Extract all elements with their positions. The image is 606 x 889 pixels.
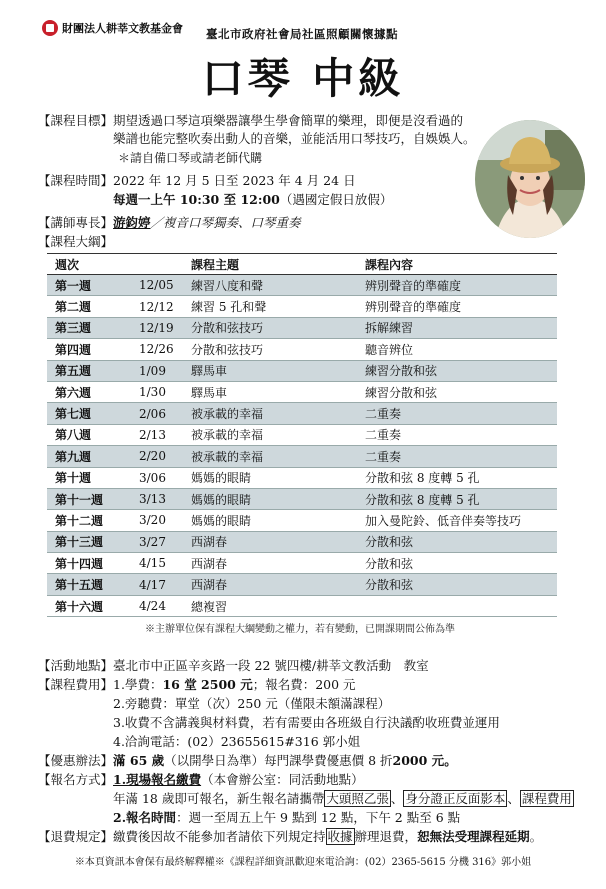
topic-cell: 被承載的幸福 [191,446,365,467]
refund-text: 繳費後因故不能參加者請依下列規定持 [113,829,326,844]
goal-text-2: 樂譜也能完整吹奏出動人的音樂，並能活用口琴技巧，自娛娛人。 [113,131,476,146]
content-cell: 拆解練習 [365,317,557,338]
date-cell: 3/06 [139,467,191,488]
table-row [47,446,557,467]
content-cell: 分散和弦 8 度轉 5 孔 [365,488,557,509]
topic-cell: 西湖春 [191,531,365,552]
topic-cell: 西湖春 [191,574,365,595]
discount-text: （以開學日為準）每門課學費優惠價 8 折 [164,753,393,768]
table-row [47,595,557,616]
schedule-note: ※主辦單位保有課程大綱變動之權力，若有變動，已開課期間公佈為準 [145,624,455,635]
topic-cell: 驛馬車 [191,360,365,381]
refund-end: 。 [529,829,543,844]
outline-label: 【課程大綱】 [38,234,114,249]
table-row [47,275,557,296]
fee-tuition: 16 堂 2500 元 [162,677,253,692]
date-cell: 12/05 [139,275,191,296]
signup-time-label: 2.報名時間 [113,810,177,825]
table-row [47,467,557,488]
refund-line [38,828,542,846]
date-cell: 2/06 [139,403,191,424]
date-cell: 3/13 [139,488,191,509]
content-cell: 二重奏 [365,403,557,424]
signup-time: ：週一至周五上午 9 點到 12 點，下午 2 點至 6 點 [176,810,461,825]
table-row [47,317,557,338]
topic-cell: 媽媽的眼睛 [191,467,365,488]
page-title: 口琴 中級 [201,54,405,103]
week-cell: 第七週 [47,403,139,424]
signup-req: 年滿 18 歲即可報名，新生報名請攜帶 [113,791,325,806]
table-row [47,296,557,317]
date-cell: 2/20 [139,446,191,467]
teacher-label: 【講師專長】 [38,215,114,230]
content-cell: 練習分散和弦 [365,381,557,402]
discount-price: 2000 元 [392,753,445,768]
week-cell: 第十週 [47,467,139,488]
table-row [47,381,557,402]
content-cell: 辨別聲音的準確度 [365,275,557,296]
org-name: 財團法人耕莘文教基金會 [62,22,183,35]
time-label: 【課程時間】 [38,173,114,188]
fee-line-3: 3.收費不含講義與材料費，若有需要由各班級自行決議酌收班費並運用 [113,715,500,730]
header-week: 週次 [47,254,139,275]
week-cell: 第八週 [47,424,139,445]
date-cell: 4/24 [139,595,191,616]
date-cell: 12/12 [139,296,191,317]
refund-text-2: 辦理退費， [354,829,418,844]
venue-line [38,657,429,675]
week-cell: 第四週 [47,339,139,360]
content-cell: 分散和弦 [365,553,557,574]
fee-line-2: 2.旁聽費：單堂（次）250 元（僅限未額滿課程） [113,696,391,711]
discount-label: 【優惠辦法】 [38,753,114,768]
date-cell: 3/27 [139,531,191,552]
time-holiday: （遇國定假日放假） [279,192,393,207]
topic-cell: 總複習 [191,595,365,616]
fee-label: 【課程費用】 [38,677,114,692]
refund-receipt: 收據 [327,829,353,844]
refund-no-defer: 恕無法受理課程延期 [417,829,530,844]
content-cell: 二重奏 [365,424,557,445]
week-cell: 第五週 [47,360,139,381]
topic-cell: 媽媽的眼睛 [191,488,365,509]
footer-note: ※本頁資訊本會保有最終解釋權※《課程詳細資訊歡迎來電洽詢：(02）2365-5615 分機 316》郭小姐 [74,857,532,868]
teacher-skill: ／複音口琴獨奏、口琴重奏 [150,215,301,230]
date-cell: 4/15 [139,553,191,574]
org-logo [42,20,183,36]
content-cell: 分散和弦 [365,574,557,595]
refund-label: 【退費規定】 [38,829,114,844]
discount-end: 。 [444,753,457,768]
content-cell: 聽音辨位 [365,339,557,360]
signup-sep-2: 、 [507,791,520,806]
table-header-row [47,254,557,275]
week-cell: 第十五週 [47,574,139,595]
table-row [47,360,557,381]
signup-fee: 課程費用 [521,791,572,806]
goal-text-1: 期望透過口琴這項樂器讓學生學會簡單的樂理，即便是沒看過的 [113,113,464,128]
date-cell: 4/17 [139,574,191,595]
week-cell: 第三週 [47,317,139,338]
date-cell: 12/26 [139,339,191,360]
signup-office: （本會辦公室：同活動地點） [201,772,364,787]
table-row [47,339,557,360]
header-date [139,254,191,275]
topic-cell: 被承載的幸福 [191,403,365,424]
table-row [47,553,557,574]
time-line-2 [113,191,392,209]
week-cell: 第十六週 [47,595,139,616]
week-cell: 第十四週 [47,553,139,574]
topic-cell: 分散和弦技巧 [191,317,365,338]
time-range: 2022 年 12 月 5 日至 2023 年 4 月 24 日 [113,173,356,188]
schedule-table [47,253,557,617]
topic-cell: 媽媽的眼睛 [191,510,365,531]
topic-cell: 被承載的幸福 [191,424,365,445]
goal-label: 【課程目標】 [38,113,114,128]
date-cell: 3/20 [139,510,191,531]
discount-line [38,752,457,770]
content-cell: 分散和弦 8 度轉 5 孔 [365,467,557,488]
content-cell: 辨別聲音的準確度 [365,296,557,317]
signup-sep-1: 、 [390,791,404,806]
date-cell: 2/13 [139,424,191,445]
sponsor-text: 臺北市政府社會局社區照顧關懷據點 [206,27,398,41]
header-content: 課程內容 [365,254,557,275]
discount-age: 滿 65 歲 [113,753,165,768]
topic-cell: 練習 5 孔和聲 [191,296,365,317]
topic-cell: 驛馬車 [191,381,365,402]
fee-1a: 1.學費： [113,677,163,692]
content-cell [365,595,557,616]
signup-line-1 [38,771,364,789]
table-row [47,403,557,424]
teacher-name: 游鈞婷 [113,215,151,230]
week-cell: 第十三週 [47,531,139,552]
logo-icon [42,20,58,36]
signup-id: 身分證正反面影本 [405,791,506,806]
date-cell: 1/09 [139,360,191,381]
content-cell: 練習分散和弦 [365,360,557,381]
time-weekly: 每週一上午 10:30 至 12:00 [113,192,280,207]
content-cell: 二重奏 [365,446,557,467]
header-topic: 課程主題 [191,254,365,275]
venue-label: 【活動地點】 [38,658,114,673]
topic-cell: 西湖春 [191,553,365,574]
signup-photo: 大頭照乙張 [326,791,389,806]
teacher-photo [475,120,585,238]
fee-registration: ；報名費：200 元 [252,677,356,692]
goal-line-1 [38,112,463,130]
goal-note: ＊請自備口琴或請老師代購 [118,151,263,165]
table-row [47,510,557,531]
venue-text: 臺北市中正區辛亥路一段 22 號四樓/耕莘文教活動 教室 [113,658,429,673]
topic-cell: 練習八度和聲 [191,275,365,296]
week-cell: 第二週 [47,296,139,317]
table-row [47,574,557,595]
topic-cell: 分散和弦技巧 [191,339,365,360]
week-cell: 第十二週 [47,510,139,531]
signup-line-3 [113,809,460,827]
table-row [47,488,557,509]
time-line-1 [38,172,356,190]
content-cell: 分散和弦 [365,531,557,552]
week-cell: 第十一週 [47,488,139,509]
signup-onsite: 1.現場報名繳費 [113,772,202,787]
table-row [47,424,557,445]
signup-line-2 [113,790,574,808]
fee-line-4: 4.洽詢電話：(02）23655615#316 郭小姐 [113,734,361,749]
table-row [47,531,557,552]
content-cell: 加入曼陀鈴、低音伴奏等技巧 [365,510,557,531]
fee-line-1 [38,676,356,694]
signup-label: 【報名方式】 [38,772,114,787]
week-cell: 第九週 [47,446,139,467]
week-cell: 第六週 [47,381,139,402]
date-cell: 1/30 [139,381,191,402]
date-cell: 12/19 [139,317,191,338]
teacher-line [38,214,301,232]
week-cell: 第一週 [47,275,139,296]
